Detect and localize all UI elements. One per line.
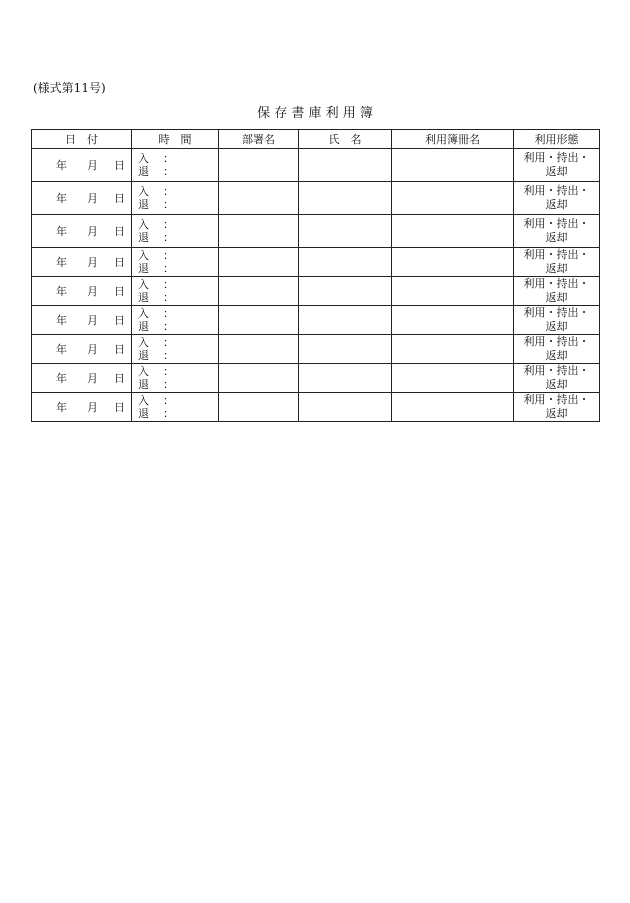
ledger-cell[interactable] bbox=[392, 215, 514, 248]
exit-colon: ： bbox=[163, 165, 174, 178]
usage-type-cell[interactable] bbox=[514, 277, 600, 306]
month-label: 月 bbox=[87, 314, 98, 327]
entry-time-line bbox=[138, 218, 218, 231]
usage-options-line1: 利用・持出・ bbox=[523, 248, 590, 261]
exit-label: 退 bbox=[138, 378, 149, 391]
department-cell[interactable] bbox=[219, 393, 299, 422]
col-header-usage-type: 利用形態 bbox=[514, 130, 600, 149]
time-cell[interactable] bbox=[132, 215, 219, 248]
entry-time-line bbox=[138, 307, 218, 320]
usage-options-line1: 利用・持出・ bbox=[523, 306, 590, 319]
entry-time-line bbox=[138, 278, 218, 291]
usage-options-line2: 返却 bbox=[545, 198, 568, 211]
time-cell[interactable] bbox=[132, 393, 219, 422]
table-row bbox=[32, 149, 600, 182]
exit-colon: ： bbox=[163, 349, 174, 362]
entry-time-line bbox=[138, 365, 218, 378]
time-cell[interactable] bbox=[132, 306, 219, 335]
ledger-cell[interactable] bbox=[392, 277, 514, 306]
usage-options-line1: 利用・持出・ bbox=[523, 184, 590, 197]
exit-colon: ： bbox=[163, 320, 174, 333]
department-cell[interactable] bbox=[219, 364, 299, 393]
header-row bbox=[32, 130, 600, 149]
name-cell[interactable] bbox=[299, 215, 392, 248]
entry-colon: ： bbox=[163, 307, 174, 320]
department-cell[interactable] bbox=[219, 215, 299, 248]
ledger-cell[interactable] bbox=[392, 182, 514, 215]
name-cell[interactable] bbox=[299, 149, 392, 182]
day-label: 日 bbox=[114, 401, 125, 414]
exit-time-line bbox=[138, 231, 218, 244]
usage-type-cell[interactable] bbox=[514, 215, 600, 248]
usage-type-cell[interactable] bbox=[514, 306, 600, 335]
date-cell[interactable] bbox=[32, 306, 132, 335]
form-number: (様式第11号) bbox=[33, 81, 106, 95]
time-cell[interactable] bbox=[132, 335, 219, 364]
time-cell[interactable] bbox=[132, 277, 219, 306]
exit-label: 退 bbox=[138, 198, 149, 211]
ledger-cell[interactable] bbox=[392, 306, 514, 335]
exit-time-line bbox=[138, 378, 218, 391]
month-label: 月 bbox=[87, 285, 98, 298]
day-label: 日 bbox=[114, 225, 125, 238]
exit-label: 退 bbox=[138, 407, 149, 420]
exit-time-line bbox=[138, 262, 218, 275]
time-cell[interactable] bbox=[132, 182, 219, 215]
name-cell[interactable] bbox=[299, 306, 392, 335]
year-label: 年 bbox=[56, 372, 67, 385]
table-row bbox=[32, 306, 600, 335]
year-label: 年 bbox=[56, 256, 67, 269]
day-label: 日 bbox=[114, 372, 125, 385]
name-cell[interactable] bbox=[299, 335, 392, 364]
usage-type-cell[interactable] bbox=[514, 335, 600, 364]
entry-colon: ： bbox=[163, 394, 174, 407]
ledger-cell[interactable] bbox=[392, 393, 514, 422]
year-label: 年 bbox=[56, 159, 67, 172]
year-label: 年 bbox=[56, 314, 67, 327]
exit-label: 退 bbox=[138, 262, 149, 275]
usage-options-line1: 利用・持出・ bbox=[523, 277, 590, 290]
col-header-time: 時 間 bbox=[132, 130, 219, 149]
usage-type-cell[interactable] bbox=[514, 393, 600, 422]
usage-options-line2: 返却 bbox=[545, 231, 568, 244]
table-row bbox=[32, 215, 600, 248]
year-label: 年 bbox=[56, 401, 67, 414]
col-header-department: 部署名 bbox=[219, 130, 299, 149]
usage-options-line1: 利用・持出・ bbox=[523, 335, 590, 348]
entry-colon: ： bbox=[163, 336, 174, 349]
entry-label: 入 bbox=[138, 278, 149, 291]
usage-type-cell[interactable] bbox=[514, 248, 600, 277]
year-label: 年 bbox=[56, 225, 67, 238]
day-label: 日 bbox=[114, 256, 125, 269]
month-label: 月 bbox=[87, 159, 98, 172]
entry-label: 入 bbox=[138, 249, 149, 262]
date-cell[interactable] bbox=[32, 277, 132, 306]
department-cell[interactable] bbox=[219, 335, 299, 364]
entry-label: 入 bbox=[138, 336, 149, 349]
department-cell[interactable] bbox=[219, 248, 299, 277]
ledger-cell[interactable] bbox=[392, 149, 514, 182]
usage-type-cell[interactable] bbox=[514, 364, 600, 393]
entry-label: 入 bbox=[138, 218, 149, 231]
entry-label: 入 bbox=[138, 152, 149, 165]
time-cell[interactable] bbox=[132, 364, 219, 393]
usage-options-line1: 利用・持出・ bbox=[523, 217, 590, 230]
day-label: 日 bbox=[114, 285, 125, 298]
usage-options-line2: 返却 bbox=[545, 165, 568, 178]
usage-options-line2: 返却 bbox=[545, 291, 568, 304]
exit-time-line bbox=[138, 407, 218, 420]
year-label: 年 bbox=[56, 285, 67, 298]
exit-time-line bbox=[138, 291, 218, 304]
day-label: 日 bbox=[114, 192, 125, 205]
month-label: 月 bbox=[87, 256, 98, 269]
col-header-name: 氏 名 bbox=[299, 130, 392, 149]
exit-colon: ： bbox=[163, 407, 174, 420]
exit-label: 退 bbox=[138, 349, 149, 362]
year-label: 年 bbox=[56, 343, 67, 356]
table-row bbox=[32, 248, 600, 277]
exit-colon: ： bbox=[163, 231, 174, 244]
entry-label: 入 bbox=[138, 307, 149, 320]
month-label: 月 bbox=[87, 192, 98, 205]
name-cell[interactable] bbox=[299, 277, 392, 306]
exit-label: 退 bbox=[138, 165, 149, 178]
usage-type-cell[interactable] bbox=[514, 149, 600, 182]
storage-usage-log-table bbox=[31, 129, 600, 422]
entry-time-line bbox=[138, 336, 218, 349]
time-cell[interactable] bbox=[132, 149, 219, 182]
entry-colon: ： bbox=[163, 365, 174, 378]
table-row bbox=[32, 364, 600, 393]
exit-colon: ： bbox=[163, 378, 174, 391]
exit-time-line bbox=[138, 349, 218, 362]
department-cell[interactable] bbox=[219, 306, 299, 335]
entry-colon: ： bbox=[163, 185, 174, 198]
entry-time-line bbox=[138, 394, 218, 407]
usage-options-line2: 返却 bbox=[545, 320, 568, 333]
entry-time-line bbox=[138, 185, 218, 198]
table-body bbox=[32, 149, 600, 422]
entry-label: 入 bbox=[138, 185, 149, 198]
table-row bbox=[32, 277, 600, 306]
entry-colon: ： bbox=[163, 152, 174, 165]
exit-label: 退 bbox=[138, 291, 149, 304]
date-cell[interactable] bbox=[32, 364, 132, 393]
name-cell[interactable] bbox=[299, 393, 392, 422]
exit-time-line bbox=[138, 165, 218, 178]
month-label: 月 bbox=[87, 401, 98, 414]
entry-label: 入 bbox=[138, 365, 149, 378]
department-cell[interactable] bbox=[219, 277, 299, 306]
entry-colon: ： bbox=[163, 249, 174, 262]
exit-colon: ： bbox=[163, 262, 174, 275]
month-label: 月 bbox=[87, 225, 98, 238]
date-cell[interactable] bbox=[32, 335, 132, 364]
document-title: 保 存 書 庫 利 用 簿 bbox=[257, 106, 373, 121]
date-cell[interactable] bbox=[32, 215, 132, 248]
usage-options-line2: 返却 bbox=[545, 349, 568, 362]
name-cell[interactable] bbox=[299, 364, 392, 393]
time-cell[interactable] bbox=[132, 248, 219, 277]
exit-time-line bbox=[138, 320, 218, 333]
exit-label: 退 bbox=[138, 320, 149, 333]
entry-colon: ： bbox=[163, 218, 174, 231]
usage-options-line1: 利用・持出・ bbox=[523, 151, 590, 164]
date-cell[interactable] bbox=[32, 393, 132, 422]
usage-options-line2: 返却 bbox=[545, 262, 568, 275]
exit-label: 退 bbox=[138, 231, 149, 244]
table-row bbox=[32, 182, 600, 215]
month-label: 月 bbox=[87, 343, 98, 356]
name-cell[interactable] bbox=[299, 182, 392, 215]
day-label: 日 bbox=[114, 159, 125, 172]
table-row bbox=[32, 335, 600, 364]
usage-options-line2: 返却 bbox=[545, 407, 568, 420]
entry-time-line bbox=[138, 249, 218, 262]
exit-colon: ： bbox=[163, 291, 174, 304]
department-cell[interactable] bbox=[219, 182, 299, 215]
entry-colon: ： bbox=[163, 278, 174, 291]
ledger-cell[interactable] bbox=[392, 364, 514, 393]
exit-colon: ： bbox=[163, 198, 174, 211]
table-row bbox=[32, 393, 600, 422]
usage-options-line1: 利用・持出・ bbox=[523, 393, 590, 406]
usage-options-line2: 返却 bbox=[545, 378, 568, 391]
col-header-date: 日 付 bbox=[32, 130, 132, 149]
ledger-cell[interactable] bbox=[392, 248, 514, 277]
entry-time-line bbox=[138, 152, 218, 165]
usage-options-line1: 利用・持出・ bbox=[523, 364, 590, 377]
year-label: 年 bbox=[56, 192, 67, 205]
day-label: 日 bbox=[114, 314, 125, 327]
ledger-cell[interactable] bbox=[392, 335, 514, 364]
date-cell[interactable] bbox=[32, 182, 132, 215]
entry-label: 入 bbox=[138, 394, 149, 407]
month-label: 月 bbox=[87, 372, 98, 385]
date-cell[interactable] bbox=[32, 149, 132, 182]
col-header-ledger: 利用簿冊名 bbox=[392, 130, 514, 149]
day-label: 日 bbox=[114, 343, 125, 356]
name-cell[interactable] bbox=[299, 248, 392, 277]
date-cell[interactable] bbox=[32, 248, 132, 277]
department-cell[interactable] bbox=[219, 149, 299, 182]
usage-type-cell[interactable] bbox=[514, 182, 600, 215]
exit-time-line bbox=[138, 198, 218, 211]
